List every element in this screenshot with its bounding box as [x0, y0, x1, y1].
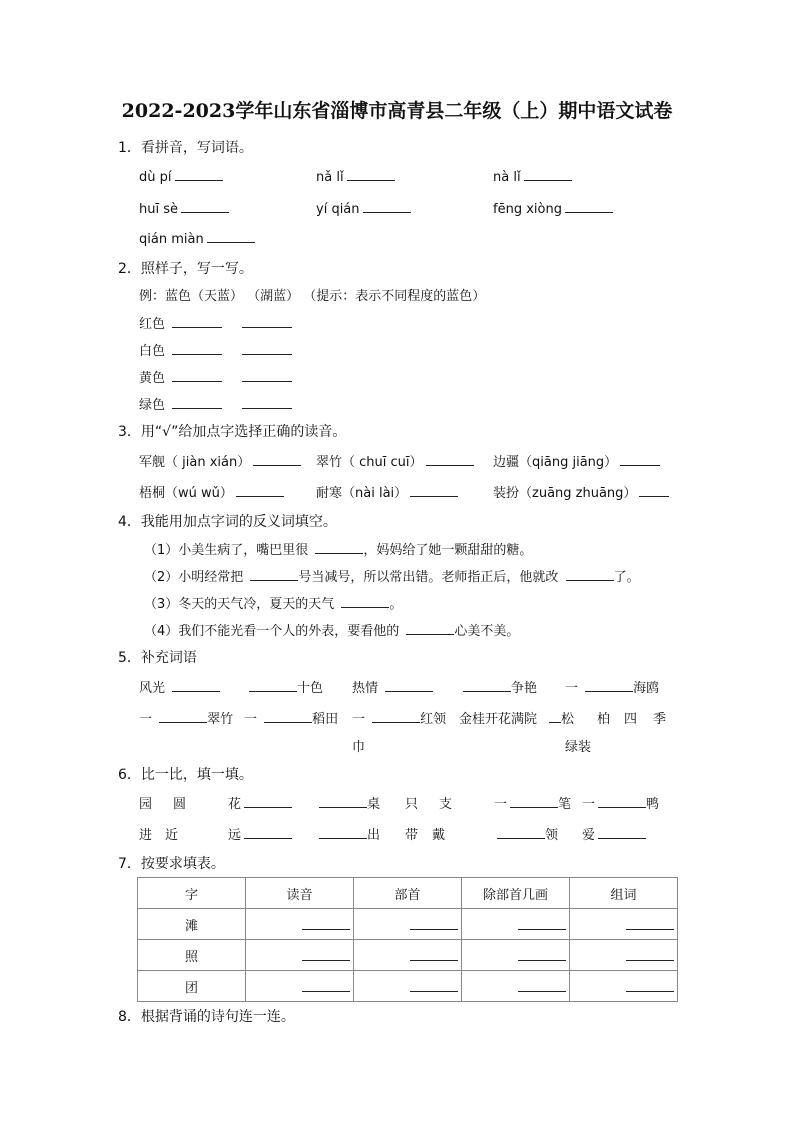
answer-blank[interactable]	[566, 567, 614, 581]
q6-pair-1a: 园	[139, 797, 153, 812]
answer-blank[interactable]	[549, 709, 561, 723]
q6-pair-1b: 圆	[173, 797, 187, 812]
q6-fill-4: 一 鸭	[582, 793, 659, 812]
q6-fill-8: 爱	[582, 824, 646, 843]
table-row	[138, 909, 678, 940]
table-cell[interactable]	[354, 971, 462, 1002]
table-cell[interactable]	[462, 909, 570, 940]
q5-heading: 5．补充词语	[118, 650, 197, 666]
q6-pair-2b: 支	[439, 797, 453, 812]
table-cell[interactable]	[462, 971, 570, 1002]
table-row	[138, 940, 678, 971]
q7-heading: 7．按要求填表。	[118, 856, 225, 872]
q2-item-2: 白色	[139, 340, 292, 359]
q5-word-10-wrap: 绿装	[565, 740, 592, 755]
q5-word-10d: 季	[653, 712, 667, 727]
q3-item-5: 耐寒（nài lài）	[316, 482, 458, 501]
q3-item-1: 军舰（ jiàn xián）	[139, 451, 301, 470]
q8-heading: 8．根据背诵的诗句连一连。	[118, 1009, 295, 1025]
answer-blank[interactable]	[518, 977, 566, 992]
table-header-row	[138, 878, 678, 909]
q5-word-6: 一 翠竹	[139, 708, 233, 727]
table-cell[interactable]	[570, 971, 678, 1002]
answer-blank[interactable]	[410, 977, 458, 992]
q1-item-4: huī sè	[139, 199, 229, 217]
answer-blank[interactable]	[639, 483, 669, 497]
q1-item-2: nǎ lǐ	[316, 167, 395, 185]
table-cell[interactable]	[246, 971, 354, 1002]
answer-blank[interactable]	[347, 167, 395, 181]
answer-blank[interactable]	[172, 341, 222, 355]
q6-fill-1: 花	[228, 793, 292, 812]
answer-blank[interactable]	[385, 678, 433, 692]
q4-sentence-4: （4）我们不能光看一个人的外表，要看他的 心美不美。	[144, 620, 519, 639]
q6-fill-7: 领	[494, 824, 558, 843]
answer-blank[interactable]	[172, 314, 222, 328]
table-cell[interactable]	[570, 940, 678, 971]
table-cell[interactable]	[246, 909, 354, 940]
answer-blank[interactable]	[244, 794, 292, 808]
q2-item-1: 红色	[139, 313, 292, 332]
q6-fill-5: 远	[228, 824, 292, 843]
q5-word-10c: 四	[624, 712, 638, 727]
q5-word-8: 一 红领	[352, 708, 446, 727]
table-cell[interactable]	[354, 940, 462, 971]
q5-word-4: 争艳	[460, 677, 537, 696]
q5-word-3: 热情	[352, 677, 433, 696]
answer-blank[interactable]	[302, 946, 350, 961]
answer-blank[interactable]	[319, 825, 367, 839]
q5-word-5: 一 海鸥	[565, 677, 659, 696]
q2-example: 例：蓝色（天蓝） （湖蓝） （提示：表示不同程度的蓝色）	[139, 289, 486, 304]
q6-pair-2a: 只	[405, 797, 419, 812]
table-header: 字	[138, 878, 246, 909]
q1-heading: 1．看拼音，写词语。	[118, 140, 253, 156]
q5-word-1: 风光	[139, 677, 220, 696]
answer-blank[interactable]	[302, 915, 350, 930]
answer-blank[interactable]	[159, 709, 207, 723]
answer-blank[interactable]	[242, 341, 292, 355]
answer-blank[interactable]	[207, 229, 255, 243]
answer-blank[interactable]	[406, 621, 454, 635]
answer-blank[interactable]	[410, 915, 458, 930]
q3-item-3: 边疆（qiāng jiāng）	[493, 451, 660, 470]
answer-blank[interactable]	[319, 794, 367, 808]
answer-blank[interactable]	[172, 678, 220, 692]
table-cell[interactable]	[462, 940, 570, 971]
answer-blank[interactable]	[510, 794, 558, 808]
q1-item-3: nà lǐ	[493, 167, 572, 185]
q3-item-4: 梧桐（wú wǔ）	[139, 482, 284, 501]
answer-blank[interactable]	[242, 368, 292, 382]
table-char: 照	[138, 940, 246, 971]
q1-item-6: fēng xiòng	[493, 199, 613, 217]
answer-blank[interactable]	[620, 452, 660, 466]
table-header: 组词	[570, 878, 678, 909]
table-char: 滩	[138, 909, 246, 940]
answer-blank[interactable]	[341, 594, 389, 608]
answer-blank[interactable]	[244, 825, 292, 839]
answer-blank[interactable]	[585, 678, 633, 692]
table-row	[138, 971, 678, 1002]
q6-pair-4a: 带	[405, 828, 419, 843]
answer-blank[interactable]	[172, 395, 222, 409]
answer-blank[interactable]	[315, 540, 363, 554]
answer-blank[interactable]	[242, 395, 292, 409]
table-cell[interactable]	[246, 940, 354, 971]
q6-pair-3b: 近	[165, 828, 179, 843]
answer-blank[interactable]	[626, 915, 674, 930]
q3-item-6: 装扮（zuāng zhuāng）	[493, 482, 669, 501]
table-header: 读音	[246, 878, 354, 909]
q5-word-7: 一 稻田	[244, 708, 338, 727]
q2-heading: 2．照样子，写一写。	[118, 261, 253, 277]
q6-fill-2: 桌	[316, 793, 380, 812]
answer-blank[interactable]	[372, 709, 420, 723]
q1-item-7: qián miàn	[139, 229, 255, 247]
answer-blank[interactable]	[626, 946, 674, 961]
q4-sentence-3: （3）冬天的天气冷，夏天的天气 。	[144, 593, 402, 612]
answer-blank[interactable]	[518, 915, 566, 930]
q6-heading: 6．比一比，填一填。	[118, 767, 253, 783]
answer-blank[interactable]	[598, 794, 646, 808]
answer-blank[interactable]	[410, 946, 458, 961]
answer-blank[interactable]	[524, 167, 572, 181]
q5-word-10: 松	[549, 708, 574, 727]
q2-item-3: 黄色	[139, 367, 292, 386]
answer-blank[interactable]	[175, 167, 223, 181]
answer-blank[interactable]	[565, 199, 613, 213]
answer-blank[interactable]	[181, 199, 229, 213]
q6-fill-3: 一 笔	[494, 793, 571, 812]
answer-blank[interactable]	[426, 452, 474, 466]
q5-word-10b: 柏	[597, 712, 611, 727]
answer-blank[interactable]	[497, 825, 545, 839]
answer-blank[interactable]	[363, 199, 411, 213]
q4-sentence-2: （2）小明经常把 号当减号，所以常出错。老师指正后，他就改 了。	[144, 566, 640, 585]
answer-blank[interactable]	[463, 678, 511, 692]
q1-item-5: yí qián	[316, 199, 411, 217]
answer-blank[interactable]	[172, 368, 222, 382]
q6-fill-6: 出	[316, 824, 380, 843]
q5-word-8-wrap: 巾	[352, 740, 366, 755]
answer-blank[interactable]	[598, 825, 646, 839]
table-header: 部首	[354, 878, 462, 909]
q1-item-1: dù pí	[139, 167, 223, 185]
q3-heading: 3．用“√”给加点字选择正确的读音。	[118, 424, 347, 440]
answer-blank[interactable]	[249, 678, 297, 692]
answer-blank[interactable]	[302, 977, 350, 992]
q4-sentence-1: （1）小美生病了，嘴巴里很 ，妈妈给了她一颗甜甜的糖。	[144, 539, 532, 558]
q3-item-2: 翠竹（ chuī cuī）	[316, 451, 474, 470]
q4-heading: 4．我能用加点字词的反义词填空。	[118, 514, 337, 530]
answer-blank[interactable]	[518, 946, 566, 961]
q5-word-2: 十色	[246, 677, 323, 696]
answer-blank[interactable]	[626, 977, 674, 992]
answer-blank[interactable]	[242, 314, 292, 328]
table-cell[interactable]	[354, 909, 462, 940]
answer-blank[interactable]	[250, 567, 298, 581]
q5-word-9: 金桂开花满院	[459, 712, 538, 727]
answer-blank[interactable]	[410, 483, 458, 497]
q6-pair-3a: 进	[139, 828, 153, 843]
table-header: 除部首几画	[462, 878, 570, 909]
answer-blank[interactable]	[264, 709, 312, 723]
table-cell[interactable]	[570, 909, 678, 940]
answer-blank[interactable]	[253, 452, 301, 466]
q6-pair-4b: 戴	[432, 828, 446, 843]
fill-table	[137, 877, 678, 1002]
page-title: 2022-2023学年山东省淄博市高青县二年级（上）期中语文试卷	[121, 100, 673, 122]
answer-blank[interactable]	[236, 483, 284, 497]
table-char: 团	[138, 971, 246, 1002]
q2-item-4: 绿色	[139, 394, 292, 413]
